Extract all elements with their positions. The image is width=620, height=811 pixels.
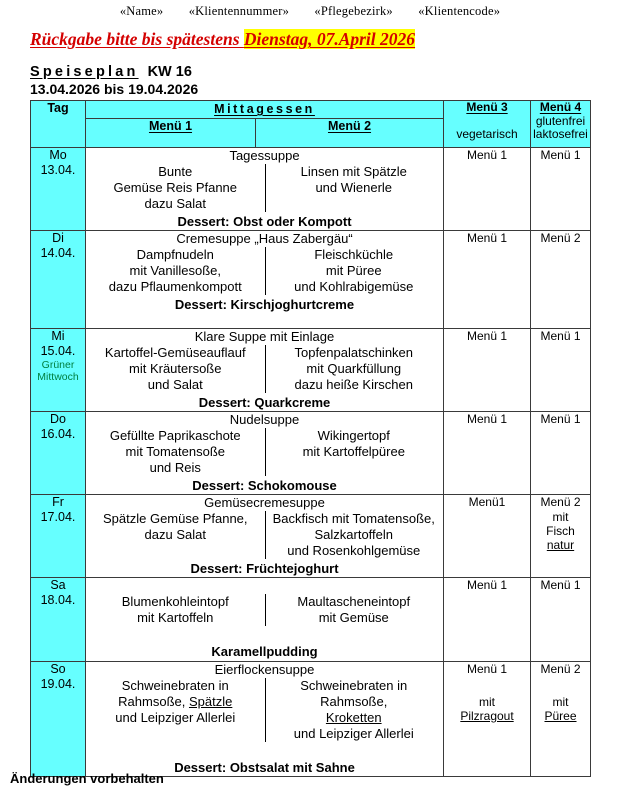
table-row: [31, 231, 591, 329]
day-abbrev: Do: [50, 412, 66, 426]
menu4-cell: [531, 578, 591, 662]
menu1-text: Spätzle Gemüse Pfanne, dazu Salat: [102, 511, 248, 542]
day-cell: [31, 495, 86, 578]
header-menu2: [256, 119, 444, 148]
menu3-cell-extra-underlined: Pilzragout: [460, 709, 514, 723]
meal-cell: [86, 231, 444, 329]
day-cell: [31, 662, 86, 777]
menu-columns: [86, 678, 443, 742]
menu4-cell-value: Menü 2: [540, 231, 581, 245]
date-range-label: 13.04.2026 bis 19.04.2026: [30, 81, 199, 97]
table-row: [31, 662, 591, 777]
day-abbrev: So: [50, 662, 66, 676]
menu4-cell-extra-1: mit: [552, 510, 569, 524]
menu4-cell-extra-underlined: Püree: [544, 709, 577, 723]
menu-column-divider: [265, 511, 266, 559]
menu1-text: Dampfnudeln mit Vanillesoße, dazu Pflaumenkompott: [108, 247, 242, 294]
menu3-cell-value: Menü 1: [466, 148, 508, 162]
menu3-cell-value: Menü 1: [466, 662, 508, 676]
menu4-cell-value: Menü 1: [540, 329, 581, 343]
menu2-text: Linsen mit Spätzle und Wienerle: [300, 164, 407, 195]
menu-column-divider: [265, 594, 266, 626]
menu4-cell: [531, 231, 591, 329]
dessert-line: Dessert: Früchtejoghurt: [190, 561, 339, 576]
menu-columns: [86, 511, 443, 559]
day-cell: [31, 148, 86, 231]
meal-cell: [86, 412, 444, 495]
meal-cell: [86, 329, 444, 412]
menu-columns: [86, 428, 443, 476]
menu3-cell-value: Menü 1: [466, 231, 508, 245]
table-row: [31, 578, 591, 662]
header-menu4-subtitle-2: laktosefrei: [533, 127, 588, 141]
meal-cell: [86, 578, 444, 662]
soup-line: Klare Suppe mit Einlage: [194, 329, 335, 344]
header-mittagessen: [86, 101, 444, 119]
menu4-cell: [531, 662, 591, 777]
soup-line: Nudelsuppe: [229, 412, 300, 427]
return-deadline-notice: [30, 29, 590, 50]
menu3-cell-value: Menü1: [468, 495, 506, 509]
menu-columns: [86, 247, 443, 295]
dessert-line: Dessert: Obstsalat mit Sahne: [174, 760, 355, 775]
page-title: [30, 64, 192, 80]
merge-field-client-code: «Klientencode»: [418, 4, 501, 18]
return-notice-prefix: Rückgabe bitte bis spätestens: [30, 29, 244, 49]
header-tag: Tag: [31, 101, 86, 148]
header-menu4-title: Menü 4: [539, 100, 582, 114]
menu2-text: Schweinebraten in Rahmsoße, Kroketten und Leipziger Allerlei: [293, 678, 414, 741]
day-date: 13.04.: [40, 163, 76, 177]
menu4-cell-extra-2: Fisch: [546, 524, 575, 538]
menu-column-divider: [265, 345, 266, 393]
menu1-text: Schweinebraten in Rahmsoße, Spätzle und Leipziger Allerlei: [115, 678, 236, 725]
menu3-cell: [444, 329, 531, 412]
menu3-cell-value: Menü 1: [466, 578, 508, 592]
dessert-line: Dessert: Kirschjoghurtcreme: [174, 297, 355, 312]
table-row: [31, 329, 591, 412]
soup-line: [86, 578, 443, 594]
menu4-cell: [531, 148, 591, 231]
day-date: 17.04.: [40, 510, 76, 524]
menu4-cell: [531, 495, 591, 578]
menu4-cell-value: Menü 1: [540, 412, 581, 426]
menu3-cell: [444, 578, 531, 662]
header-menu3-title: Menü 3: [466, 100, 508, 114]
menu3-cell: [444, 148, 531, 231]
header-menu1-label: Menü 1: [148, 119, 193, 133]
table-row: [31, 148, 591, 231]
menu3-cell: [444, 412, 531, 495]
merge-field-row: [0, 4, 620, 19]
menu1-text: Gefüllte Paprikaschote mit Tomatensoße und Reis: [109, 428, 241, 475]
table-row: [31, 495, 591, 578]
meal-cell: [86, 662, 444, 777]
menu4-cell-value: Menü 2: [540, 662, 581, 676]
menu2-text: Wikingertopf mit Kartoffelpüree: [302, 428, 405, 459]
day-cell: [31, 578, 86, 662]
day-cell: [31, 231, 86, 329]
header-menu3: [444, 101, 531, 148]
menu2-text: Fleischküchle mit Püree und Kohlrabigemüse: [294, 247, 414, 294]
menu-columns: [86, 594, 443, 626]
meal-spacer: [86, 742, 443, 758]
menu3-cell: [444, 495, 531, 578]
day-date: 16.04.: [40, 427, 76, 441]
dessert-line: Dessert: Quarkcreme: [198, 395, 331, 410]
menu4-cell-value: Menü 1: [540, 148, 581, 162]
weekly-menu-table: [30, 100, 591, 777]
menu4-cell-extra-underlined: natur: [546, 538, 575, 552]
menu3-cell: [444, 662, 531, 777]
day-note: Grüner Mittwoch: [37, 359, 79, 383]
dessert-line: Dessert: Schokomouse: [192, 478, 337, 493]
day-date: 14.04.: [40, 246, 76, 260]
menu1-text: Bunte Gemüse Reis Pfanne dazu Salat: [113, 164, 238, 211]
page-title-text: Speiseplan: [30, 64, 139, 80]
menu2-text: Backfisch mit Tomatensoße, Salzkartoffeln und Rosenkohlgemüse: [272, 511, 435, 558]
header-menu3-subtitle: vegetarisch: [456, 126, 518, 141]
soup-line: Gemüsecremesuppe: [204, 495, 325, 510]
menu-columns: [86, 345, 443, 393]
day-date: 18.04.: [40, 593, 76, 607]
day-abbrev: Sa: [50, 578, 66, 592]
calendar-week-label: KW 16: [147, 64, 192, 80]
header-mittagessen-label: Mittagessen: [214, 102, 315, 116]
menu4-cell-extra: mit: [552, 695, 569, 709]
menu3-cell-value: Menü 1: [466, 412, 508, 426]
meal-cell: [86, 148, 444, 231]
merge-field-name: «Name»: [119, 4, 164, 18]
menu1-text: Blumenkohleintopf mit Kartoffeln: [121, 594, 229, 625]
day-abbrev: Fr: [52, 495, 64, 509]
menu-column-divider: [265, 164, 266, 212]
menu4-cell-value: Menü 1: [540, 578, 581, 592]
menu3-cell-extra: mit: [479, 695, 495, 709]
day-cell: [31, 329, 86, 412]
menu1-text: Kartoffel-Gemüseauflauf mit Kräutersoße und Salat: [104, 345, 246, 392]
menu4-cell-value: Menü 2: [540, 495, 581, 509]
table-header-row-1: [31, 101, 591, 119]
header-menu1: [86, 119, 256, 148]
menu4-cell: [531, 329, 591, 412]
day-abbrev: Mo: [49, 148, 67, 162]
meal-spacer: [86, 626, 443, 642]
menu-column-divider: [265, 428, 266, 476]
menu-column-divider: [265, 247, 266, 295]
soup-line: Cremesuppe „Haus Zabergäu“: [176, 231, 353, 246]
menu4-cell: [531, 412, 591, 495]
dessert-line: Karamellpudding: [211, 644, 318, 659]
menu-column-divider: [265, 678, 266, 742]
soup-line: Tagessuppe: [229, 148, 300, 163]
footer-note: Änderungen vorbehalten: [10, 771, 164, 786]
day-abbrev: Mi: [51, 329, 65, 343]
menu3-cell-value: Menü 1: [466, 329, 508, 343]
merge-field-care-district: «Pflegebezirk»: [314, 4, 393, 18]
dessert-line: Dessert: Obst oder Kompott: [177, 214, 352, 229]
header-menu2-label: Menü 2: [327, 119, 372, 133]
soup-line: Eierflockensuppe: [214, 662, 315, 677]
return-notice-date: Dienstag, 07.April 2026: [243, 29, 416, 49]
header-menu4-subtitle-1: glutenfrei: [535, 113, 586, 128]
header-menu4: [531, 101, 591, 148]
menu2-text: Topfenpalatschinken mit Quarkfüllung dazu heiße Kirschen: [294, 345, 414, 392]
day-abbrev: Di: [52, 231, 64, 245]
menu3-cell: [444, 231, 531, 329]
meal-cell: [86, 495, 444, 578]
menu-columns: [86, 164, 443, 212]
menu2-text: Maultascheneintopf mit Gemüse: [297, 594, 411, 625]
day-date: 19.04.: [40, 677, 76, 691]
day-date: 15.04.: [40, 344, 76, 358]
table-row: [31, 412, 591, 495]
merge-field-client-number: «Klientennummer»: [188, 4, 290, 18]
day-cell: [31, 412, 86, 495]
